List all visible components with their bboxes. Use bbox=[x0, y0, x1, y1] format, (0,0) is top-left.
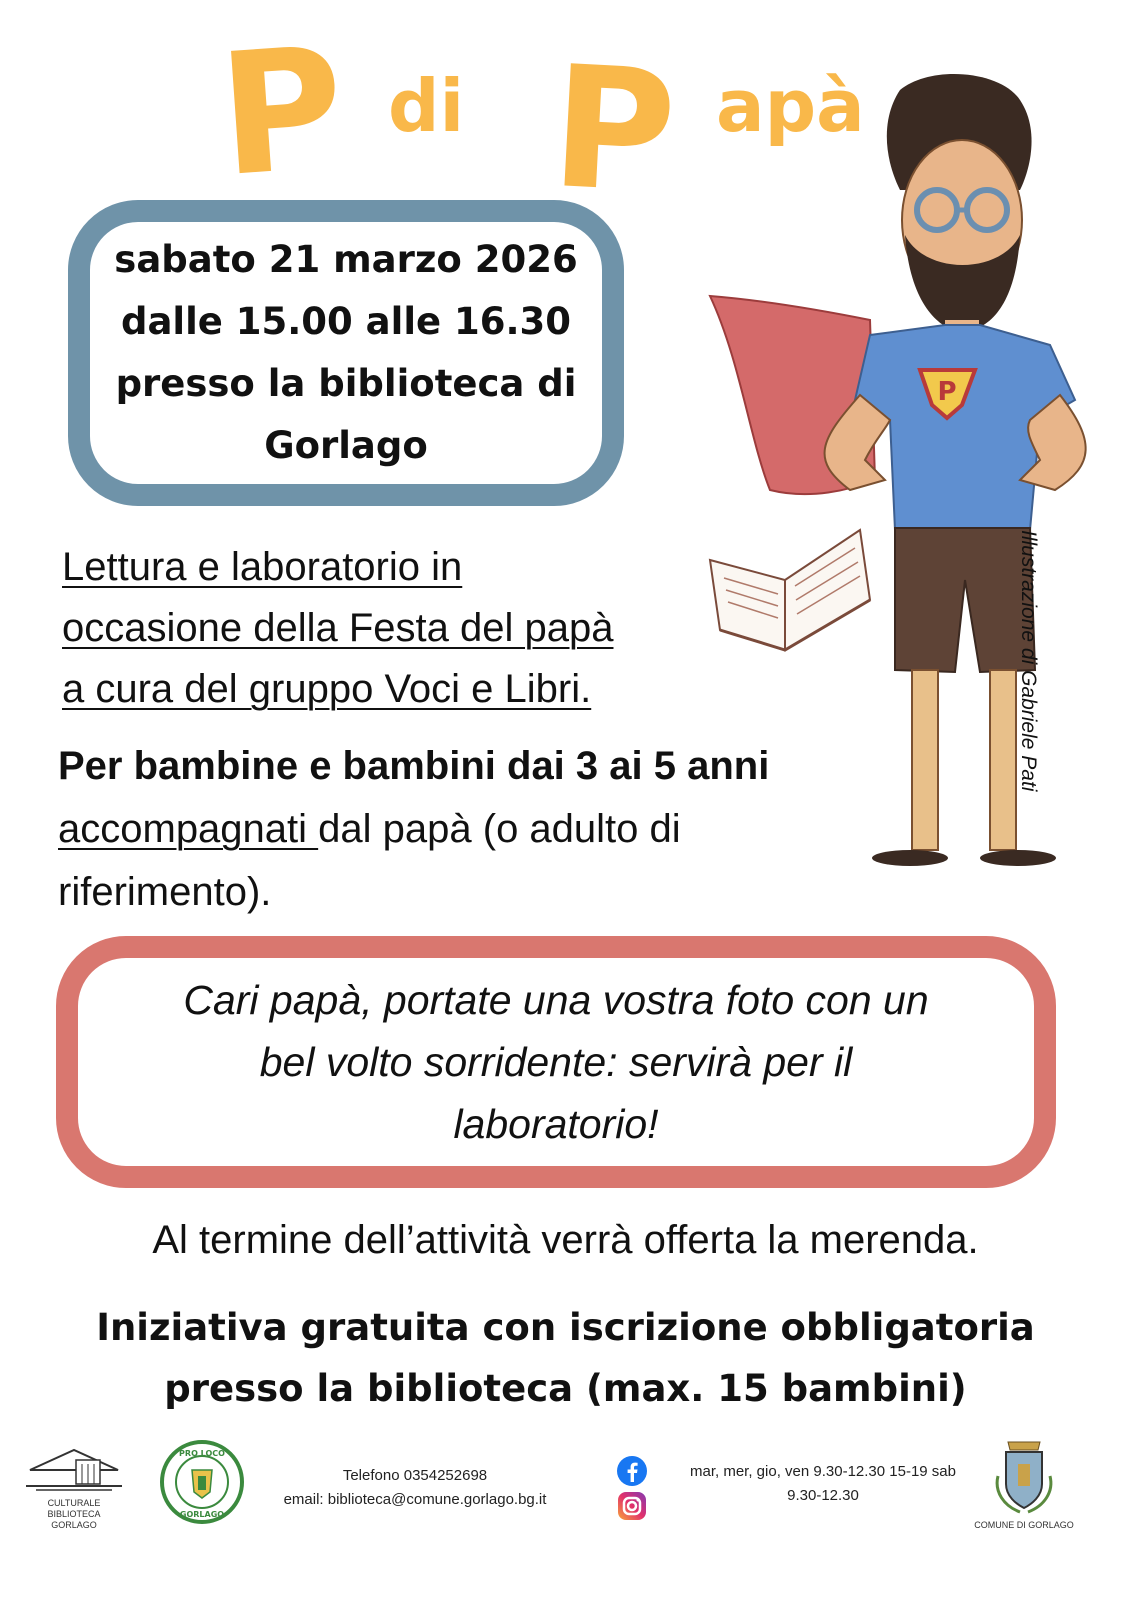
event-info-box bbox=[68, 200, 624, 506]
event-date: sabato 21 marzo 2026 bbox=[114, 238, 578, 281]
comune-caption: COMUNE DI GORLAGO bbox=[974, 1520, 1074, 1530]
note-line-1: Cari papà, portate una vostra foto con un bbox=[183, 977, 929, 1023]
registration-line-2: presso la biblioteca (max. 15 bambini) bbox=[164, 1367, 967, 1410]
proloco-top-text: PRO LOCO bbox=[179, 1449, 225, 1458]
audience-accompanied: accompagnati bbox=[58, 807, 319, 851]
illustration-credit: Illustrazione di Gabriele Pati bbox=[1017, 530, 1040, 792]
title-letter-p-1: P bbox=[213, 9, 350, 215]
library-building-icon bbox=[22, 1442, 126, 1494]
event-town: Gorlago bbox=[264, 424, 428, 467]
registration-line-1: Iniziativa gratuita con iscrizione obbligatoria bbox=[96, 1306, 1035, 1349]
snack-notice: Al termine dell’attività verrà offerta la merenda. bbox=[152, 1218, 979, 1262]
description-line-2: occasione della Festa del papà bbox=[62, 606, 614, 650]
comune-crest-icon bbox=[972, 1436, 1076, 1516]
opening-hours bbox=[668, 1460, 978, 1508]
audience-age-range: Per bambine e bambini dai 3 ai 5 anni bbox=[58, 744, 770, 788]
description-line-3: a cura del gruppo Voci e Libri. bbox=[62, 667, 592, 711]
contact-info bbox=[260, 1464, 570, 1512]
phone-number: Telefono 0354252698 bbox=[342, 1467, 488, 1484]
pro-loco-logo bbox=[160, 1440, 244, 1524]
library-logo-caption-1: CULTURALE BIBLIOTECA bbox=[47, 1498, 101, 1519]
hours-line-2: 9.30-12.30 bbox=[787, 1487, 859, 1504]
title-letter-p-2: P bbox=[546, 28, 681, 232]
audience-rest: dal papà (o adulto di riferimento). bbox=[58, 807, 681, 914]
note-line-3: laboratorio! bbox=[453, 1101, 659, 1147]
note-line-2: bel volto sorridente: servirà per il bbox=[259, 1039, 853, 1085]
title-word-di: di bbox=[388, 64, 465, 148]
event-time: dalle 15.00 alle 16.30 bbox=[120, 300, 572, 343]
audience-text bbox=[58, 735, 818, 924]
photo-note-box bbox=[56, 936, 1056, 1188]
instagram-icon[interactable] bbox=[616, 1490, 648, 1522]
hours-line-1: mar, mer, gio, ven 9.30-12.30 15-19 sab bbox=[690, 1463, 956, 1480]
proloco-bottom-text: GORLAGO bbox=[179, 1510, 225, 1519]
description-line-1: Lettura e laboratorio in bbox=[62, 545, 463, 589]
library-logo-caption-2: GORLAGO bbox=[51, 1520, 97, 1530]
email-address[interactable]: email: biblioteca@comune.gorlago.bg.it bbox=[283, 1491, 547, 1508]
library-logo bbox=[22, 1442, 126, 1530]
svg-text:P: P bbox=[937, 377, 957, 407]
title-word-apa: apà bbox=[716, 64, 865, 148]
event-place: presso la biblioteca di bbox=[115, 362, 577, 405]
facebook-icon[interactable] bbox=[616, 1455, 648, 1487]
comune-logo bbox=[972, 1436, 1076, 1532]
open-book-illustration bbox=[700, 520, 880, 660]
